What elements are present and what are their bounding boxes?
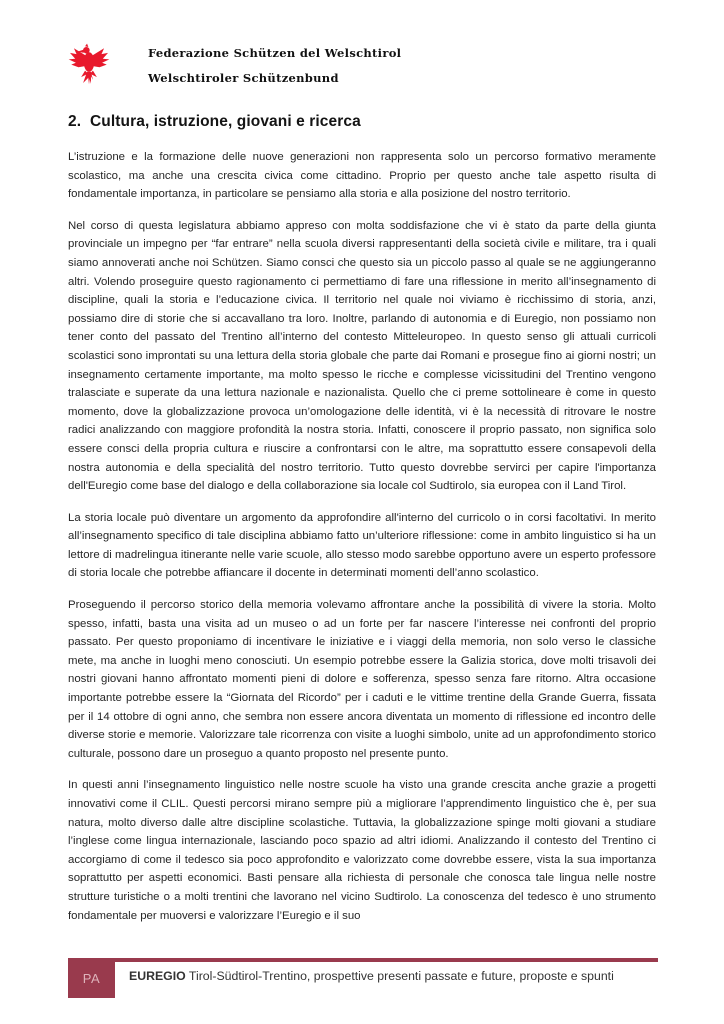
tyrolean-eagle-icon bbox=[68, 42, 110, 86]
section-number: 2. bbox=[68, 113, 82, 130]
footer-title-bold: EUREGIO bbox=[129, 969, 186, 983]
body-paragraph: In questi anni l’insegnamento linguistico nelle nostre scuole ha visto una grande crescita anche grazie a progetti innovativi come il CLIL. Questi percorsi mirano sempre più a migliorare l’apprendimento linguistico che è, per sua natura, molto diverso dalle altre discipline scolastiche. Tuttavia, la globalizzazione spinge molti giovani a studiare l’inglese come lingua internazionale, lasciando poco spazio ad altri idiomi. Analizzando il contesto del Trentino ci accorgiamo di come il tedesco sia poco approfondito e valorizzato come dovrebbe essere, vista la sua importanza soprattutto per aspetti economici. Basti pensare alla richiesta di personale che conosca tale lingua nelle nostre strutture turistiche o a molti trentini che lavorano nel vicino Sudtirolo. La conoscenza del tedesco è uno strumento fondamentale per muoversi e valorizzare l’Euregio e il suo bbox=[68, 779, 656, 922]
letterhead bbox=[68, 42, 656, 86]
page-footer bbox=[68, 958, 658, 998]
section-title-text: Cultura, istruzione, giovani e ricerca bbox=[90, 113, 361, 130]
footer-badge: PA bbox=[68, 958, 115, 998]
footer-title-bar bbox=[115, 958, 658, 998]
document-body bbox=[68, 113, 656, 938]
body-paragraph: Nel corso di questa legislatura abbiamo appreso con molta soddisfazione che vi è stato da parte della giunta provinciale un impegno per “far entrare” nella scuola diversi rappresentanti della società civile e militare, tra i quali siamo annoverati anche noi Schützen. Siamo consci che questo sia un piccolo passo al quale se ne aggiungeranno altri. Volendo proseguire questo ragionamento ci permettiamo di fare una riflessione in merito all’insegnamento di discipline, quali la storia e l’educazione civica. Il territorio nel quale noi viviamo è ricchissimo di storia, anzi, possiamo dire di storie che si accavallano tra loro. Inoltre, parlando di autonomia e di Euregio, non possiamo non tener conto del passato del Trentino all’interno del contesto Mitteleuropeo. In questo senso gli attuali curricoli scolastici sono improntati su una lettura della storia globale che parte dai Romani e prosegue fino ai giorni nostri; un insegnamento certamente importante, ma molto spesso le ricche e complesse vicissitudini del Trentino vengono tralasciate e superate da una lettura nazionale e nazionalista. Quello che ci preme sottolineare è come in questo momento, dove la globalizzazione provoca un’omologazione delle identità, vi è la necessità di ritrovare le nostre radici analizzando con maggiore profondità la nostra storia. Infatti, conoscere il proprio passato, non significa solo essere consci della propria cultura e riuscire a confrontarsi con le altre, ma soprattutto essere consapevoli della nostra autonomia e della specialità del nostro territorio. Tutto questo dovrebbe servirci per capire l'importanza dell'Euregio come base del dialogo e della collaborazione sia locale col Sudtirolo, sia europea con il Land Tirol. bbox=[68, 219, 656, 493]
body-paragraph: Proseguendo il percorso storico della memoria volevamo affrontare anche la possibilità di vivere la storia. Molto spesso, infatti, basta una visita ad un museo o ad un forte per far nascere l’interesse nei confronti del proprio passato. Per questo proponiamo di incentivare le iniziative e i viaggi della memoria, non solo verso le classiche mete, ma anche in luoghi meno conosciuti. Un esempio potrebbe essere la Galizia storica, dove molti trisavoli dei nostri giovani hanno affrontato momenti pieni di dolore e sofferenza, spesso senza fare ritorno. Altra occasione importante potrebbe essere la “Giornata del Ricordo” per i caduti e le vittime trentine della Grande Guerra, fissata per il 14 ottobre di ogni anno, che sembra non essere ancora diventata un momento di riflessione ed incontro delle diverse storie e memorie. Valorizzare tale ricorrenza con visite a luoghi simbolo, unite ad un approfondimento storico culturale, possono dare un proseguo a quanto proposto nel presente punto. bbox=[68, 599, 656, 760]
org-name-block bbox=[148, 42, 401, 85]
section-heading bbox=[68, 113, 656, 131]
body-paragraph: L’istruzione e la formazione delle nuove generazioni non rappresenta solo un percorso formativo meramente scolastico, ma anche una crescita civica come cittadino. Proprio per questo anche tale aspetto risulta di fondamentale importanza, in particolare se pensiamo alla storia e alla posizione del nostro territorio. bbox=[68, 151, 656, 201]
org-name-line2: Welschtiroler Schützenbund bbox=[148, 71, 339, 85]
footer-title-rest: Tirol-Südtirol-Trentino, prospettive presenti passate e future, proposte e spunti bbox=[185, 969, 614, 983]
body-paragraph: La storia locale può diventare un argomento da approfondire all'interno del curricolo o in corsi facoltativi. In merito all’insegnamento specifico di tale disciplina abbiamo fatto un’ulteriore riflessione: come in ambito linguistico si ha un lettore di madrelingua itinerante nelle varie scuole, allo stesso modo sarebbe opportuno avere un esperto professore di storia locale che potrebbe affiancare il docente in determinati momenti dell’anno scolastico. bbox=[68, 511, 656, 580]
org-name-line1: Federazione Schützen del Welschtirol bbox=[148, 46, 402, 60]
